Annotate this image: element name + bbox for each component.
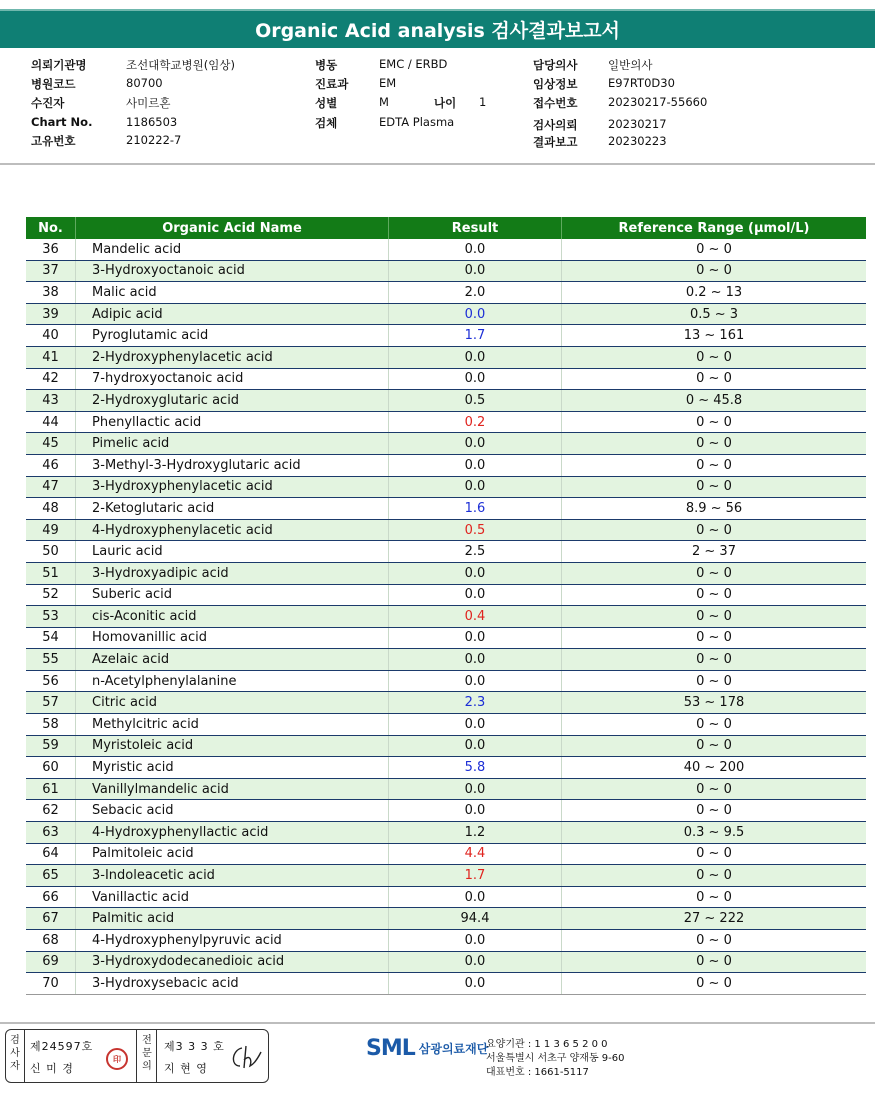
cell-name: cis-Aconitic acid [76,606,389,627]
table-row [26,800,866,822]
cell-no: 52 [26,585,76,606]
cell-result: 0.0 [389,628,562,649]
info-field [315,95,389,111]
table-row [26,930,866,952]
cell-reference: 0 ~ 0 [696,803,732,819]
cell-name: Pyroglutamic acid [76,325,389,346]
report-title: Organic Acid analysis 검사결과보고서 [0,9,875,48]
cell-name: Azelaic acid [76,649,389,670]
cell-result: 0.0 [389,433,562,454]
info-field [533,134,667,150]
info-field-value: 20230217 [608,117,667,131]
cell-no: 57 [26,692,76,713]
specialist-id: 제3 3 3 호 [164,1040,225,1053]
cell-result: 2.3 [389,692,562,713]
cell-name: Myristoleic acid [76,736,389,757]
cell-name: Phenyllactic acid [76,412,389,433]
cell-no: 60 [26,757,76,778]
cell-reference: 0 ~ 0 [696,371,732,387]
info-field-value: 일반의사 [608,58,653,72]
cell-reference: 0 ~ 0 [696,479,732,495]
cell-name: Vanillactic acid [76,887,389,908]
cell-name: 3-Methyl-3-Hydroxyglutaric acid [76,455,389,476]
cell-reference: 0 ~ 0 [696,263,732,279]
cell-result: 0.0 [389,239,562,260]
cell-result: 0.0 [389,800,562,821]
cell-reference: 0 ~ 0 [696,414,732,430]
cell-reference: 0 ~ 0 [696,652,732,668]
cell-result: 94.4 [389,908,562,929]
table-row [26,347,866,369]
table-row [26,412,866,434]
cell-result: 0.0 [389,347,562,368]
info-age-label: 나이 [434,96,457,110]
cell-no: 58 [26,714,76,735]
cell-name: 3-Indoleacetic acid [76,865,389,886]
cell-reference: 0.3 ~ 9.5 [683,824,745,840]
info-field [31,76,163,92]
cell-result: 0.0 [389,779,562,800]
info-field-label: 병원코드 [31,77,76,91]
info-field-value: 조선대학교병원(임상) [126,58,235,72]
cell-no: 36 [26,239,76,260]
cell-no: 66 [26,887,76,908]
info-field-value: EDTA Plasma [379,115,455,129]
address-line: 대표번호 : 1661-5117 [486,1067,589,1078]
cell-result: 0.0 [389,930,562,951]
lab-address [486,1038,625,1080]
info-age [434,95,487,111]
info-divider [0,163,875,165]
cell-result: 0.0 [389,563,562,584]
table-row [26,649,866,671]
info-field-value: 사미르혼 [126,96,171,110]
info-field-value: 1186503 [126,115,178,129]
cell-result: 0.0 [389,585,562,606]
table-row [26,563,866,585]
cell-no: 62 [26,800,76,821]
table-body [26,239,866,995]
table-row [26,887,866,909]
specialist-name: 지 현 영 [164,1062,208,1075]
address-line: 요양기관 : 1 1 3 6 5 2 0 0 [486,1039,608,1050]
cell-reference: 13 ~ 161 [683,328,745,344]
cell-result: 2.0 [389,282,562,303]
cell-no: 49 [26,520,76,541]
table-row [26,390,866,412]
info-field-label: 담당의사 [533,58,578,72]
table-row [26,304,866,326]
cell-result: 0.4 [389,606,562,627]
cell-no: 56 [26,671,76,692]
cell-reference: 2 ~ 37 [692,544,736,560]
table-row [26,369,866,391]
logo-name: 삼광의료재단 [418,1042,489,1056]
signature-icon [228,1042,264,1072]
cell-no: 38 [26,282,76,303]
cell-name: Methylcitric acid [76,714,389,735]
cell-reference: 0 ~ 0 [696,241,732,257]
cell-no: 55 [26,649,76,670]
cell-result: 1.6 [389,498,562,519]
table-row [26,455,866,477]
cell-name: 3-Hydroxyoctanoic acid [76,261,389,282]
examiner-label: 검사자 [10,1035,20,1072]
info-field [533,57,653,73]
cell-result: 0.0 [389,973,562,994]
table-row [26,973,866,995]
cell-reference: 0 ~ 0 [696,436,732,452]
cell-no: 61 [26,779,76,800]
cell-reference: 8.9 ~ 56 [685,500,743,516]
cell-no: 69 [26,952,76,973]
cell-no: 43 [26,390,76,411]
cell-name: Palmitoleic acid [76,844,389,865]
cell-result: 0.0 [389,887,562,908]
table-row [26,844,866,866]
info-field [31,95,171,111]
cell-reference: 0 ~ 0 [696,608,732,624]
cell-name: Citric acid [76,692,389,713]
signature-box [5,1029,269,1083]
cell-result: 1.2 [389,822,562,843]
examiner-name: 신 미 경 [30,1062,74,1075]
cell-reference: 0 ~ 0 [696,954,732,970]
cell-result: 0.0 [389,369,562,390]
cell-name: 2-Hydroxyglutaric acid [76,390,389,411]
cell-no: 44 [26,412,76,433]
info-field-label: 고유번호 [31,134,76,148]
table-row [26,779,866,801]
cell-reference: 0 ~ 0 [696,630,732,646]
cell-reference: 0 ~ 0 [696,587,732,603]
cell-result: 0.5 [389,390,562,411]
cell-name: Sebacic acid [76,800,389,821]
info-field-label: 임상정보 [533,77,578,91]
info-field [31,57,235,73]
table-row [26,757,866,779]
specialist-label: 전문의 [142,1035,152,1072]
info-field-value: 20230223 [608,134,667,148]
cell-result: 1.7 [389,865,562,886]
cell-no: 53 [26,606,76,627]
cell-no: 47 [26,477,76,498]
info-field-value: EM [379,76,397,90]
cell-result: 0.2 [389,412,562,433]
cell-no: 41 [26,347,76,368]
table-row [26,433,866,455]
table-row [26,865,866,887]
cell-reference: 0 ~ 0 [696,738,732,754]
cell-name: n-Acetylphenylalanine [76,671,389,692]
cell-name: Vanillylmandelic acid [76,779,389,800]
cell-name: Pimelic acid [76,433,389,454]
header-result: Result [389,217,562,239]
cell-name: Lauric acid [76,541,389,562]
cell-reference: 0 ~ 0 [696,868,732,884]
cell-name: Myristic acid [76,757,389,778]
info-field-value: E97RT0D30 [608,76,675,90]
cell-reference: 0 ~ 45.8 [685,392,743,408]
cell-no: 54 [26,628,76,649]
cell-no: 48 [26,498,76,519]
info-field [533,76,675,92]
cell-reference: 0 ~ 0 [696,565,732,581]
table-row [26,628,866,650]
cell-name: 7-hydroxyoctanoic acid [76,369,389,390]
info-field [315,76,397,92]
info-field-label: 의뢰기관명 [31,58,87,72]
table-row [26,714,866,736]
cell-name: 4-Hydroxyphenylacetic acid [76,520,389,541]
cell-no: 46 [26,455,76,476]
cell-no: 63 [26,822,76,843]
cell-result: 4.4 [389,844,562,865]
cell-result: 0.0 [389,671,562,692]
cell-result: 0.0 [389,304,562,325]
cell-name: 4-Hydroxyphenyllactic acid [76,822,389,843]
cell-reference: 0 ~ 0 [696,846,732,862]
cell-result: 2.5 [389,541,562,562]
cell-result: 1.7 [389,325,562,346]
cell-reference: 53 ~ 178 [683,695,745,711]
table-row [26,671,866,693]
table-row [26,325,866,347]
table-row [26,585,866,607]
cell-reference: 27 ~ 222 [683,911,745,927]
table-row [26,477,866,499]
cell-name: 3-Hydroxysebacic acid [76,973,389,994]
info-field [315,57,448,73]
cell-name: Malic acid [76,282,389,303]
cell-no: 59 [26,736,76,757]
cell-reference: 0.5 ~ 3 [689,306,739,322]
cell-no: 51 [26,563,76,584]
cell-reference: 0 ~ 0 [696,975,732,991]
cell-result: 0.0 [389,261,562,282]
results-table [26,217,866,995]
table-row [26,692,866,714]
cell-no: 64 [26,844,76,865]
info-field-label: 검사의뢰 [533,118,578,132]
info-field [533,117,667,133]
cell-result: 0.0 [389,714,562,735]
cell-reference: 0 ~ 0 [696,781,732,797]
cell-reference: 0 ~ 0 [696,889,732,905]
cell-reference: 0 ~ 0 [696,716,732,732]
table-row [26,736,866,758]
info-age-value: 1 [479,95,487,109]
cell-no: 42 [26,369,76,390]
cell-no: 67 [26,908,76,929]
cell-name: 2-Ketoglutaric acid [76,498,389,519]
info-field [533,95,708,111]
table-row [26,282,866,304]
header-reference: Reference Range (μmol/L) [618,220,810,236]
cell-no: 68 [26,930,76,951]
cell-no: 39 [26,304,76,325]
cell-no: 37 [26,261,76,282]
table-row [26,908,866,930]
examiner-stamp-icon: 印 [106,1048,128,1070]
cell-name: 3-Hydroxydodecanedioic acid [76,952,389,973]
cell-result: 0.0 [389,649,562,670]
footer-divider [0,1022,875,1024]
cell-no: 65 [26,865,76,886]
table-header [26,217,866,239]
cell-name: Mandelic acid [76,239,389,260]
cell-name: Suberic acid [76,585,389,606]
info-field [31,133,182,149]
cell-result: 0.5 [389,520,562,541]
cell-name: Homovanillic acid [76,628,389,649]
header-name: Organic Acid Name [76,217,389,239]
table-row [26,261,866,283]
info-field-value: 80700 [126,76,163,90]
cell-result: 0.0 [389,455,562,476]
info-field-label: Chart No. [31,115,93,129]
cell-reference: 40 ~ 200 [683,760,745,776]
info-field [315,115,455,131]
cell-no: 70 [26,973,76,994]
table-row [26,822,866,844]
logo-mark: SML [366,1036,415,1061]
cell-reference: 0 ~ 0 [696,932,732,948]
cell-result: 5.8 [389,757,562,778]
info-field [31,115,178,129]
lab-logo [366,1036,488,1061]
cell-no: 45 [26,433,76,454]
cell-name: 2-Hydroxyphenylacetic acid [76,347,389,368]
cell-reference: 0 ~ 0 [696,673,732,689]
cell-name: Adipic acid [76,304,389,325]
info-field-label: 검체 [315,116,338,130]
cell-name: 4-Hydroxyphenylpyruvic acid [76,930,389,951]
cell-no: 40 [26,325,76,346]
info-field-value: EMC / ERBD [379,57,448,71]
table-row [26,498,866,520]
info-field-label: 수진자 [31,96,65,110]
cell-reference: 0.2 ~ 13 [685,284,743,300]
cell-name: 3-Hydroxyadipic acid [76,563,389,584]
examiner-id: 제24597호 [30,1040,94,1053]
cell-result: 0.0 [389,736,562,757]
cell-reference: 0 ~ 0 [696,457,732,473]
info-field-value: M [379,95,389,109]
info-field-label: 진료과 [315,77,349,91]
cell-name: 3-Hydroxyphenylacetic acid [76,477,389,498]
patient-info [0,57,875,157]
table-row [26,520,866,542]
cell-name: Palmitic acid [76,908,389,929]
cell-reference: 0 ~ 0 [696,349,732,365]
info-field-value: 20230217-55660 [608,95,708,109]
table-row [26,541,866,563]
header-no: No. [26,217,76,239]
info-field-label: 병동 [315,58,338,72]
table-row [26,239,866,261]
info-field-value: 210222-7 [126,133,182,147]
info-field-label: 결과보고 [533,135,578,149]
table-row [26,952,866,974]
info-field-label: 접수번호 [533,96,578,110]
cell-no: 50 [26,541,76,562]
cell-result: 0.0 [389,952,562,973]
cell-reference: 0 ~ 0 [696,522,732,538]
address-line: 서울특별시 서초구 양재동 9-60 [486,1053,625,1064]
table-row [26,606,866,628]
cell-result: 0.0 [389,477,562,498]
info-field-label: 성별 [315,96,338,110]
